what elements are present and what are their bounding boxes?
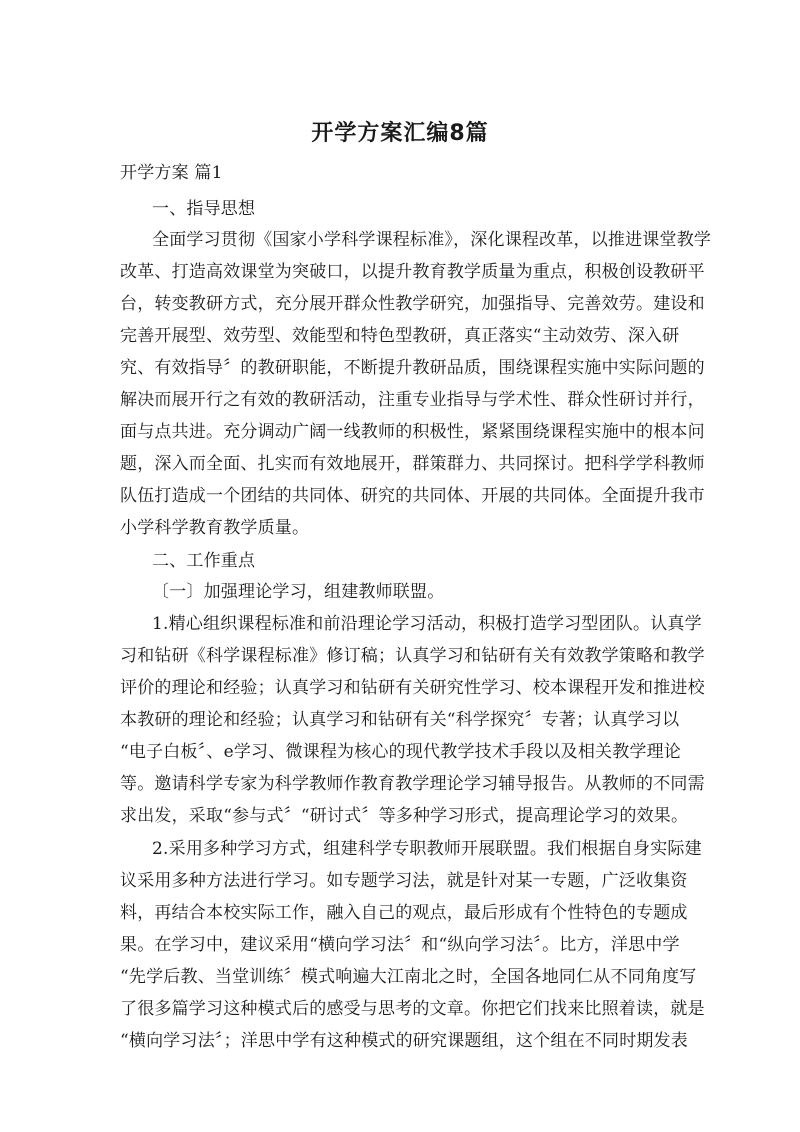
paragraph-line: 了很多篇学习这种模式后的感受与思考的文章。你把它们找来比照着读，就是 xyxy=(120,999,705,1019)
paragraph-line: 等。邀请科学专家为科学教师作教育教学理论学习辅导报告。从教师的不同需 xyxy=(120,774,705,794)
paragraph-line: 议采用多种方法进行学习。如专题学习法，就是针对某一专题，广泛收集资 xyxy=(120,871,688,891)
subheading-theory-study: 〔一〕加强理论学习，组建教师联盟。 xyxy=(152,582,445,602)
paragraph-line: “电子白板〞、e学习、微课程为核心的现代教学技术手段以及相关教学理论 xyxy=(120,742,682,762)
paragraph-line: 改革、打造高效课堂为突破口，以提升教育教学质量为重点，积极创设教研平 xyxy=(120,262,705,282)
section-heading-part1: 开学方案 篇1 xyxy=(120,163,223,183)
paragraph-line: 1.精心组织课程标准和前沿理论学习活动，积极打造学习型团队。认真学 xyxy=(152,614,702,634)
paragraph-line: 面与点共进。充分调动广阔一线教师的积极性，紧紧围绕课程实施中的根本问 xyxy=(120,422,705,442)
paragraph-line: 2.采用多种学习方式，组建科学专职教师开展联盟。我们根据自身实际建 xyxy=(152,839,702,859)
paragraph-line: 队伍打造成一个团结的共同体、研究的共同体、开展的共同体。全面提升我市 xyxy=(120,486,705,506)
paragraph-line: 台，转变教研方式，充分展开群众性教学研究，加强指导、完善效劳。建设和 xyxy=(120,294,705,314)
paragraph-line: 全面学习贯彻《国家小学科学课程标准》，深化课程改革，以推进课堂教学 xyxy=(152,230,712,250)
paragraph-line: “横向学习法〞；洋思中学有这种模式的研究课题组，这个组在不同时期发表 xyxy=(120,1031,688,1051)
paragraph-line: 究、有效指导〞的教研职能，不断提升教研品质，围绕课程实施中实际问题的 xyxy=(120,358,705,378)
document-title: 开学方案汇编8篇 xyxy=(311,121,489,146)
paragraph-line: 解决而展开行之有效的教研活动，注重专业指导与学术性、群众性研讨并行， xyxy=(120,390,705,410)
paragraph-line: 完善开展型、效劳型、效能型和特色型教研，真正落实“主动效劳、深入研 xyxy=(120,326,680,346)
paragraph-line: 题，深入而全面、扎实而有效地展开，群策群力、共同探讨。把科学学科教师 xyxy=(120,454,705,474)
paragraph-line: 习和钻研《科学课程标准》修订稿；认真学习和钻研有关有效教学策略和教学 xyxy=(120,646,705,666)
paragraph-line: 料，再结合本校实际工作，融入自己的观点，最后形成有个性特色的专题成 xyxy=(120,903,688,923)
heading-work-focus: 二、工作重点 xyxy=(152,551,256,571)
paragraph-line: 求出发，采取“参与式〞“研讨式〞等多种学习形式，提高理论学习的效果。 xyxy=(120,806,689,826)
paragraph-line: 果。在学习中，建议采用“横向学习法〞和“纵向学习法〞。比方，洋思中学 xyxy=(120,935,680,955)
paragraph-line: 本教研的理论和经验；认真学习和钻研有关“科学探究〞专著；认真学习以 xyxy=(120,710,680,730)
paragraph-line: 评价的理论和经验；认真学习和钻研有关研究性学习、校本课程开发和推进校 xyxy=(120,678,705,698)
paragraph-line: 小学科学教育教学质量。 xyxy=(120,518,310,538)
heading-guiding-ideology: 一、指导思想 xyxy=(152,199,256,219)
paragraph-line: “先学后教、当堂训练〞模式响遍大江南北之时，全国各地同仁从不同角度写 xyxy=(120,967,697,987)
